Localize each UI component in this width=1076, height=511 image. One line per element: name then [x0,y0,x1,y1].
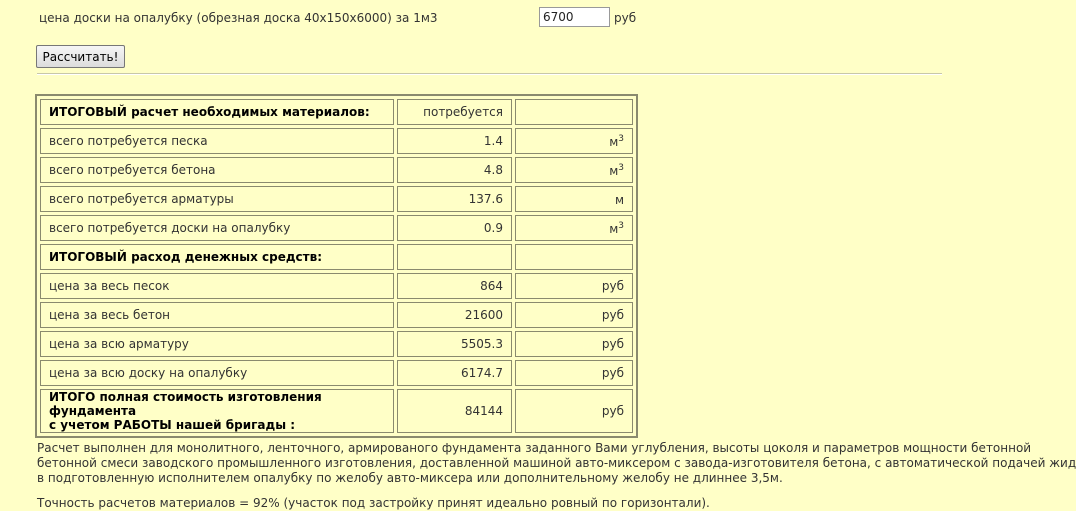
table-row [40,360,633,386]
empty-cell [397,244,512,270]
board-price-unit: руб [614,11,637,25]
row-label: всего потребуется песка [40,128,394,154]
materials-header: ИТОГОВЫЙ расчет необходимых материалов: [40,99,394,125]
row-unit: $м^3$ [515,215,633,241]
row-label: цена за весь бетон [40,302,394,328]
row-value: 6174.7 [397,360,512,386]
row-label: всего потребуется доски на опалубку [40,215,394,241]
empty-cell [515,244,633,270]
row-unit: руб [515,302,633,328]
results-table [35,94,638,438]
divider [37,73,942,75]
board-price-row [39,10,939,28]
money-header-row [40,244,633,270]
row-label: всего потребуется бетона [40,157,394,183]
table-row [40,215,633,241]
table-row [40,302,633,328]
row-unit: руб [515,273,633,299]
accuracy-note: Точность расчетов материалов = 92% (участок под застройку принят идеально ровный по горизонтали). [37,496,710,510]
board-price-label: цена доски на опалубку (обрезная доска 40x150x6000) за 1м3 [39,11,438,25]
row-label: всего потребуется арматуры [40,186,394,212]
materials-header-row [40,99,633,125]
row-value: 864 [397,273,512,299]
row-label: цена за всю арматуру [40,331,394,357]
total-label: ИТОГО полная стоимость изготовления фундамента с учетом РАБОТЫ нашей бригады : [40,389,394,433]
empty-cell [515,99,633,125]
row-unit: м [515,186,633,212]
row-value: 137.6 [397,186,512,212]
row-unit: $м^3$ [515,128,633,154]
row-unit: руб [515,331,633,357]
total-unit: руб [515,389,633,433]
total-value: 84144 [397,389,512,433]
row-value: 1.4 [397,128,512,154]
total-row [40,389,633,433]
calculate-button[interactable]: Рассчитать! [36,45,125,68]
row-unit: руб [515,360,633,386]
table-row [40,273,633,299]
board-price-input[interactable] [539,7,610,27]
row-value: 0.9 [397,215,512,241]
money-header: ИТОГОВЫЙ расход денежных средств: [40,244,394,270]
table-row [40,331,633,357]
row-label: цена за всю доску на опалубку [40,360,394,386]
row-unit: $м^3$ [515,157,633,183]
table-row [40,157,633,183]
row-value: 4.8 [397,157,512,183]
table-row [40,128,633,154]
required-column-header: потребуется [397,99,512,125]
table-row [40,186,633,212]
row-label: цена за весь песок [40,273,394,299]
row-value: 21600 [397,302,512,328]
row-value: 5505.3 [397,331,512,357]
calculation-note: Расчет выполнен для монолитного, ленточного, армированого фундамента заданного Вами углубления, высоты цоколя и параметров мощности бетонной бетонной смеси заводского промышленного изготовления, доставленной машиной авто-миксером с завода-изготовителя бетона, с автоматической подачей жид в подготовленную исполнителем опалубку по желобу авто-миксера или дополнительному желобу не длиннее 3,5м. [37,441,1076,485]
